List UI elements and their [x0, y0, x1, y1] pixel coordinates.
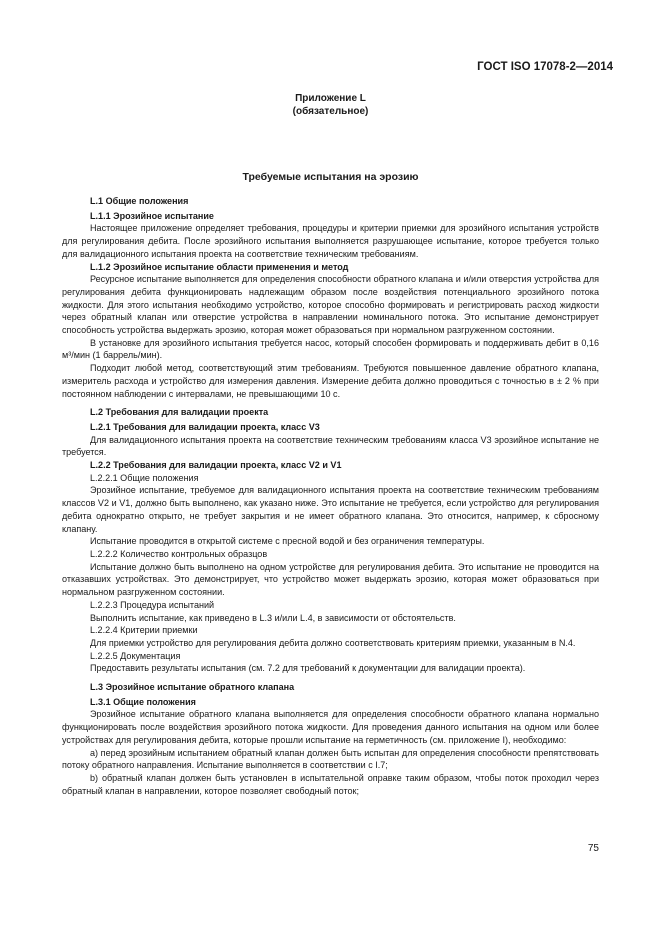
paragraph: Испытание должно быть выполнено на одном устройстве для регулирования дебита. Это испытание не проводится на отказавших устройствах. Это демонстрирует, что устройство может выдержать эрозию, которая может образоваться при нормальном разгруженном состоянии.: [62, 561, 599, 598]
subheading-l2-2-2: L.2.2.2 Количество контрольных образцов: [90, 548, 268, 559]
heading-l2-1: L.2.1 Требования для валидации проекта, класс V3: [90, 421, 320, 432]
subheading-l2-2-1: L.2.2.1 Общие положения: [90, 472, 199, 483]
annex-title: Приложение L: [295, 93, 366, 104]
paragraph: Для приемки устройство для регулирования дебита должно соответствовать критериям приемки, указанным в N.4.: [90, 637, 576, 648]
heading-l3: L.3 Эрозийное испытание обратного клапана: [90, 682, 295, 693]
heading-l2: L.2 Требования для валидации проекта: [90, 407, 269, 418]
annex-status: (обязательное): [292, 106, 369, 117]
paragraph: Выполнить испытание, как приведено в L.3 и/или L.4, в зависимости от обстоятельств.: [90, 612, 456, 623]
subheading-l2-2-4: L.2.2.4 Критерии приемки: [90, 625, 198, 636]
heading-l1: L.1 Общие положения: [90, 196, 189, 206]
paragraph: Предоставить результаты испытания (см. 7.2 для требований к документации для валидации проекта).: [90, 663, 526, 674]
document-body: [62, 195, 599, 797]
paragraph: Эрозийное испытание обратного клапана выполняется для определения способности обратного клапана нормально функционировать после воздействия эрозийного потока жидкости. Для проведения данного испытания на одном или более устройствах для регулирования дебита, которые прошли испытание на герметичность (см. приложение I), необходимо:: [62, 709, 599, 745]
annex-heading: [0, 92, 661, 118]
paragraph: Эрозийное испытание, требуемое для валидационного испытания проекта на соответствие техническим требованиям классов V2 и V1, должно быть выполнено, как указано ниже. Это испытание не требуется, если устройство для регулирования дебита однократно открыто, не требует закрытия и не имеет обратного клапана. Это относится, например, к сбросному клапану.: [62, 485, 599, 534]
paragraph: В установке для эрозийного испытания требуется насос, который способен формировать и поддерживать дебит в 0,16 м³/мин (1 баррель/мин).: [62, 337, 599, 361]
list-item-b: b) обратный клапан должен быть установлен в испытательной оправке таким образом, чтобы поток проходил через обратный клапан в направлении, которое позволяет свободный поток;: [62, 772, 599, 796]
page-number: 75: [587, 843, 599, 854]
subheading-l2-2-5: L.2.2.5 Документация: [90, 650, 181, 661]
document-header: ГОСТ ISO 17078-2—2014: [477, 61, 613, 73]
list-item-a: a) перед эрозийным испытанием обратный клапан должен быть испытан для определения способности препятствовать потоку обратного направления. Испытание выполняется в соответствии с I.7;: [62, 747, 599, 771]
paragraph: Испытание проводится в открытой системе с пресной водой и без ограничения температуры.: [90, 536, 485, 547]
subheading-l2-2-3: L.2.2.3 Процедура испытаний: [90, 599, 215, 610]
paragraph: Для валидационного испытания проекта на соответствие техническим требованиям класса V3 эрозийное испытание не требуется.: [62, 434, 599, 458]
heading-l1-1: L.1.1 Эрозийное испытание: [90, 210, 214, 221]
section-title: Требуемые испытания на эрозию: [242, 171, 419, 183]
paragraph: Ресурсное испытание выполняется для определения способности обратного клапана и и/или отверстия устройства для регулирования дебита функционировать надлежащим образом после воздействия потенциального эрозийного потока жидкости. Для этого испытания необходимо устройство, которое способно формировать и регистрировать расход жидкости через обратный клапан или отверстие устройства в направлении номинального потока. Это испытание демонстрирует способность устройства выдержать эрозию, которая может образоваться при нормальном разгруженном состоянии.: [62, 274, 599, 336]
heading-l1-2: L.1.2 Эрозийное испытание области применения и метод: [90, 261, 349, 272]
paragraph: Настоящее приложение определяет требования, процедуры и критерии приемки для эрозийного испытания устройств для регулирования дебита. После эрозийного испытания выполняется разрушающее испытание, которое требуется только для валидационного испытания проекта на соответствие техническим требованиям.: [62, 223, 599, 259]
paragraph: Подходит любой метод, соответствующий этим требованиям. Требуются повышенное давление обратного клапана, измеритель расхода и устройство для измерения давления. Измерение дебита должно проводиться с точностью в ± 2 % при постоянном наблюдении с интервалами, не превышающими 10 с.: [62, 363, 599, 399]
heading-l3-1: L.3.1 Общие положения: [90, 696, 196, 707]
heading-l2-2: L.2.2 Требования для валидации проекта, класс V2 и V1: [90, 460, 342, 471]
